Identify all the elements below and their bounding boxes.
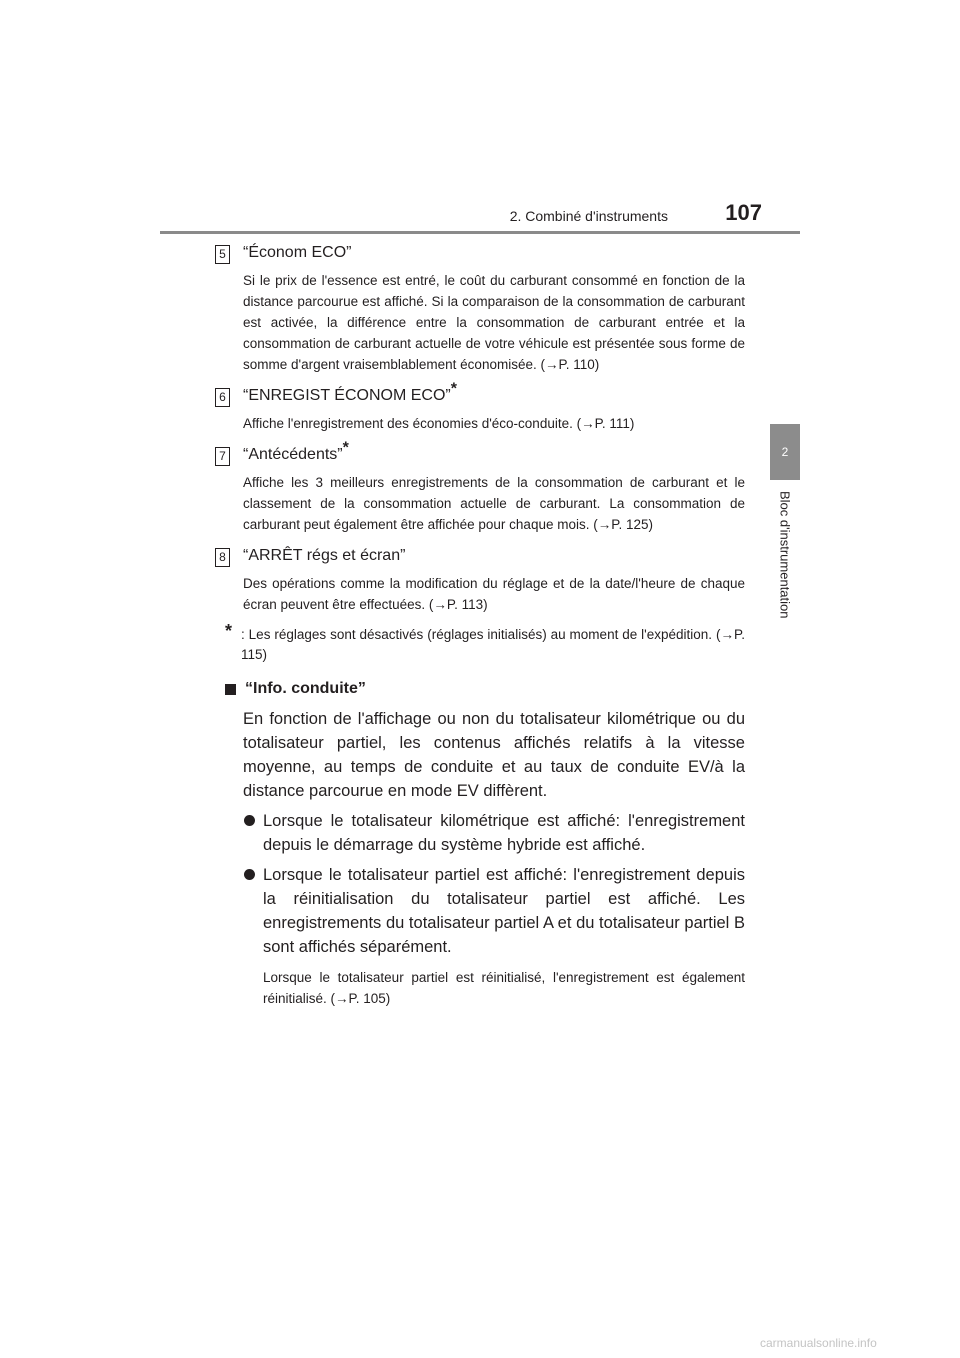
footnote-star: * [225,621,233,641]
footnote-text: : Les réglages sont désactivés (réglages initialisés) au moment de l'expédition. (→P. 115) [241,627,745,662]
section-note: Lorsque le totalisateur partiel est réinitialisé, l'enregistrement est également réinitialisé. (→P. 105) [263,970,745,1006]
item-number-box: 5 [215,245,230,264]
menu-item-8 [215,545,745,615]
item-description: Des opérations comme la modification du réglage et de la date/l'heure de chaque écran peuvent être effectuées. (→P. 113) [243,576,745,612]
menu-item-6 [215,380,745,434]
item-number-box: 7 [215,447,230,466]
watermark: carmanualsonline.info [760,1336,877,1350]
section-title: 2. Combiné d'instruments [509,208,668,224]
page-content [215,242,745,1009]
page-header [160,200,800,234]
footnote-star: * [342,439,349,457]
header-rule [160,231,800,234]
bullet-dot-icon [244,815,255,826]
item-number-box: 8 [215,548,230,567]
page-number: 107 [725,200,762,225]
item-title: “Antécédents”* [243,439,349,463]
item-number-box: 6 [215,388,230,407]
chapter-label-text: Bloc d'instrumentation [777,491,793,619]
section-heading: “Info. conduite” [215,677,745,701]
menu-item-7 [215,439,745,535]
section-intro: En fonction de l'affichage ou non du totalisateur kilométrique ou du totalisateur partiel, les contenus affichés relatifs à la vitesse moyenne, au temps de conduite et au taux de conduite EV/à la distance parcourue en mode EV diffèrent. [243,710,745,800]
footnote-star: * [450,380,457,398]
item-description: Affiche les 3 meilleurs enregistrements de la consommation de carburant et le classement de la consommation actuelle de carburant. La consommation de carburant peut également être affichée pour chaque mois. (→P. 125) [243,475,745,532]
chapter-tab [770,424,800,480]
bullet-item: Lorsque le totalisateur kilométrique est affiché: l'enregistrement depuis le démarrage du système hybride est affiché. [215,809,745,857]
square-bullet-icon [225,684,236,695]
chapter-tab-number: 2 [781,445,789,459]
item-description: Affiche l'enregistrement des économies d'éco-conduite. (→P. 111) [243,416,635,431]
footnote [225,621,745,665]
item-title: “Économ ECO” [243,244,352,261]
bullet-dot-icon [244,869,255,880]
item-title: “ARRÊT régs et écran” [243,547,406,564]
chapter-label [770,480,800,630]
item-description: Si le prix de l'essence est entré, le coût du carburant consommé en fonction de la distance parcourue est affiché. Si la comparaison de la consommation de carburant est activée, la différence entre la consommation de carburant entrée et la consommation de carburant actuelle de votre véhicule est présentée sous forme de somme d'argent vraisemblablement économisée. (→P. 110) [243,273,745,372]
bullet-item: Lorsque le totalisateur partiel est affiché: l'enregistrement depuis la réinitialisation du totalisateur partiel est affiché. Les enregistrements du totalisateur partiel A et du totalisateur partiel B sont affichés séparément. [215,863,745,959]
item-title: “ENREGIST ÉCONOM ECO”* [243,380,457,404]
menu-item-5 [215,242,745,375]
